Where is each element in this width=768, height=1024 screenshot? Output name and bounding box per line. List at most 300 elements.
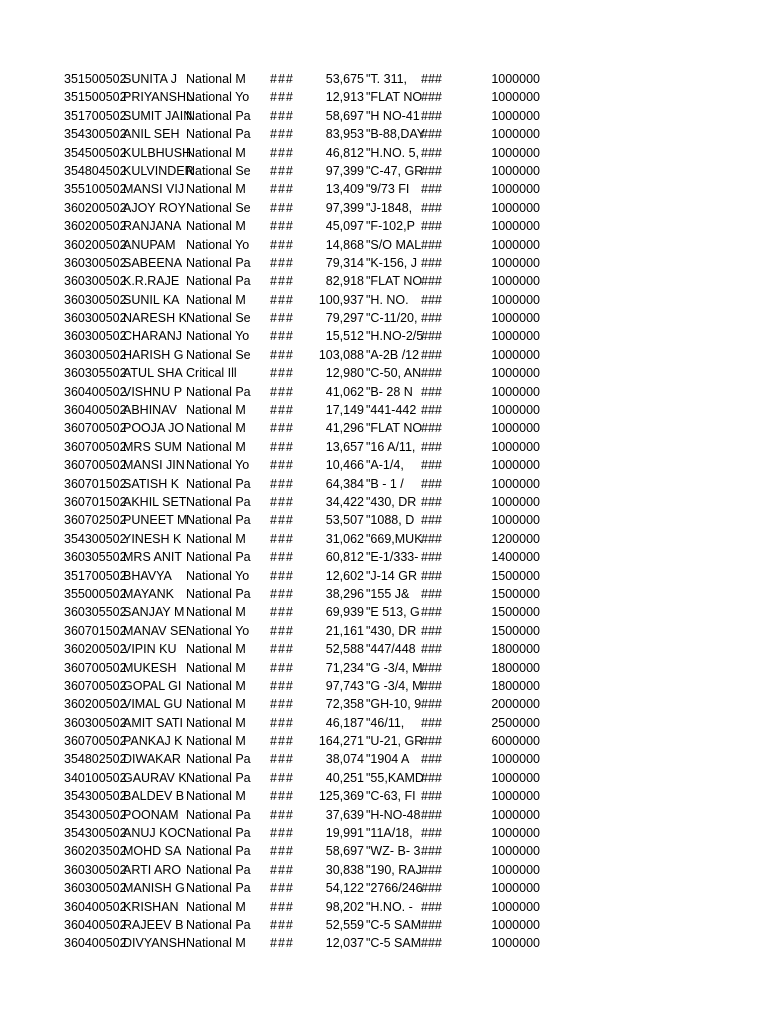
premium-amount-cell[interactable]: 13,409	[325, 182, 364, 197]
sum-insured-cell[interactable]: 1000000	[491, 770, 540, 785]
date-overflow-cell[interactable]: ###	[270, 366, 294, 381]
table-row[interactable]	[0, 401, 768, 419]
plan-name-cell[interactable]: National Pa	[186, 770, 251, 785]
policy-id-cell[interactable]: 360700502	[64, 421, 127, 436]
sum-insured-cell[interactable]: 1500000	[491, 586, 540, 601]
table-row[interactable]	[0, 861, 768, 879]
overflow-cell[interactable]: ###	[421, 807, 442, 822]
premium-amount-cell[interactable]: 40,251	[325, 770, 364, 785]
table-row[interactable]	[0, 677, 768, 695]
customer-name-cell[interactable]: PUNEET M	[123, 513, 188, 528]
plan-name-cell[interactable]: National Pa	[186, 127, 251, 142]
sum-insured-cell[interactable]: 1000000	[491, 476, 540, 491]
table-row[interactable]	[0, 419, 768, 437]
overflow-cell[interactable]: ###	[421, 311, 442, 326]
sum-insured-cell[interactable]: 1000000	[491, 274, 540, 289]
overflow-cell[interactable]: ###	[421, 127, 442, 142]
policy-id-cell[interactable]: 360700502	[64, 660, 127, 675]
date-overflow-cell[interactable]: ###	[270, 605, 294, 620]
sum-insured-cell[interactable]: 1000000	[491, 862, 540, 877]
sum-insured-cell[interactable]: 1000000	[491, 311, 540, 326]
customer-name-cell[interactable]: MRS SUM	[123, 439, 183, 454]
date-overflow-cell[interactable]: ###	[270, 292, 294, 307]
premium-amount-cell[interactable]: 79,297	[325, 311, 364, 326]
date-overflow-cell[interactable]: ###	[270, 163, 294, 178]
overflow-cell[interactable]: ###	[421, 623, 442, 638]
customer-name-cell[interactable]: ANIL SEH	[123, 127, 180, 142]
date-overflow-cell[interactable]: ###	[270, 715, 294, 730]
policy-id-cell[interactable]: 351700502	[64, 108, 127, 123]
premium-amount-cell[interactable]: 21,161	[325, 623, 364, 638]
sum-insured-cell[interactable]: 1000000	[491, 458, 540, 473]
sum-insured-cell[interactable]: 1000000	[491, 917, 540, 932]
date-overflow-cell[interactable]: ###	[270, 789, 294, 804]
table-row[interactable]	[0, 787, 768, 805]
premium-amount-cell[interactable]: 100,937	[318, 292, 364, 307]
sum-insured-cell[interactable]: 1000000	[491, 145, 540, 160]
date-overflow-cell[interactable]: ###	[270, 90, 294, 105]
date-overflow-cell[interactable]: ###	[270, 844, 294, 859]
overflow-cell[interactable]: ###	[421, 366, 442, 381]
sum-insured-cell[interactable]: 1000000	[491, 789, 540, 804]
address-cell[interactable]: "46/11,	[366, 715, 405, 730]
customer-name-cell[interactable]: CHARANJ	[123, 329, 183, 344]
policy-id-cell[interactable]: 360300502	[64, 292, 127, 307]
date-overflow-cell[interactable]: ###	[270, 311, 294, 326]
address-cell[interactable]: "669,MUK	[366, 531, 423, 546]
premium-amount-cell[interactable]: 54,122	[325, 881, 364, 896]
premium-amount-cell[interactable]: 164,271	[318, 734, 364, 749]
date-overflow-cell[interactable]: ###	[270, 770, 294, 785]
premium-amount-cell[interactable]: 15,512	[325, 329, 364, 344]
overflow-cell[interactable]: ###	[421, 347, 442, 362]
customer-name-cell[interactable]: BHAVYA	[123, 568, 172, 583]
table-row[interactable]	[0, 842, 768, 860]
plan-name-cell[interactable]: National M	[186, 531, 246, 546]
overflow-cell[interactable]: ###	[421, 163, 442, 178]
address-cell[interactable]: "2766/246	[366, 881, 423, 896]
plan-name-cell[interactable]: National M	[186, 734, 246, 749]
plan-name-cell[interactable]: National Pa	[186, 752, 251, 767]
address-cell[interactable]: "H. NO.	[366, 292, 409, 307]
policy-id-cell[interactable]: 351700502	[64, 568, 127, 583]
customer-name-cell[interactable]: MOHD SA	[123, 844, 182, 859]
policy-id-cell[interactable]: 351500502	[64, 72, 127, 86]
date-overflow-cell[interactable]: ###	[270, 697, 294, 712]
sum-insured-cell[interactable]: 1000000	[491, 384, 540, 399]
overflow-cell[interactable]: ###	[421, 531, 442, 546]
customer-name-cell[interactable]: SABEENA	[123, 255, 183, 270]
sum-insured-cell[interactable]: 1000000	[491, 421, 540, 436]
policy-id-cell[interactable]: 360702502	[64, 513, 127, 528]
overflow-cell[interactable]: ###	[421, 274, 442, 289]
overflow-cell[interactable]: ###	[421, 219, 442, 234]
address-cell[interactable]: "J-1848,	[366, 200, 413, 215]
customer-name-cell[interactable]: MANSI JIN	[123, 458, 185, 473]
overflow-cell[interactable]: ###	[421, 90, 442, 105]
customer-name-cell[interactable]: ANUJ KOC	[123, 826, 187, 841]
date-overflow-cell[interactable]: ###	[270, 752, 294, 767]
customer-name-cell[interactable]: KRISHAN	[123, 899, 179, 914]
plan-name-cell[interactable]: National M	[186, 403, 246, 418]
customer-name-cell[interactable]: MANISH G	[123, 881, 185, 896]
date-overflow-cell[interactable]: ###	[270, 403, 294, 418]
address-cell[interactable]: "J-14 GR	[366, 568, 417, 583]
table-row[interactable]	[0, 438, 768, 456]
policy-id-cell[interactable]: 351500502	[64, 90, 127, 105]
overflow-cell[interactable]: ###	[421, 145, 442, 160]
premium-amount-cell[interactable]: 12,980	[325, 366, 364, 381]
sum-insured-cell[interactable]: 1200000	[491, 531, 540, 546]
policy-id-cell[interactable]: 360700502	[64, 678, 127, 693]
address-cell[interactable]: "F-102,P	[366, 219, 415, 234]
table-row[interactable]	[0, 291, 768, 309]
premium-amount-cell[interactable]: 13,657	[325, 439, 364, 454]
table-row[interactable]	[0, 695, 768, 713]
sum-insured-cell[interactable]: 1500000	[491, 605, 540, 620]
plan-name-cell[interactable]: National M	[186, 678, 246, 693]
premium-amount-cell[interactable]: 41,062	[325, 384, 364, 399]
table-row[interactable]	[0, 567, 768, 585]
customer-name-cell[interactable]: POOJA JO	[123, 421, 185, 436]
address-cell[interactable]: "C-47, GR	[366, 163, 424, 178]
sum-insured-cell[interactable]: 1000000	[491, 513, 540, 528]
sum-insured-cell[interactable]: 1000000	[491, 329, 540, 344]
policy-id-cell[interactable]: 360701502	[64, 494, 127, 509]
date-overflow-cell[interactable]: ###	[270, 550, 294, 565]
plan-name-cell[interactable]: National M	[186, 899, 246, 914]
plan-name-cell[interactable]: National Pa	[186, 108, 251, 123]
sum-insured-cell[interactable]: 1000000	[491, 182, 540, 197]
plan-name-cell[interactable]: National Pa	[186, 550, 251, 565]
premium-amount-cell[interactable]: 72,358	[325, 697, 364, 712]
overflow-cell[interactable]: ###	[421, 458, 442, 473]
overflow-cell[interactable]: ###	[421, 789, 442, 804]
premium-amount-cell[interactable]: 103,088	[318, 347, 364, 362]
overflow-cell[interactable]: ###	[421, 678, 442, 693]
policy-id-cell[interactable]: 360203502	[64, 844, 127, 859]
date-overflow-cell[interactable]: ###	[270, 476, 294, 491]
sum-insured-cell[interactable]: 1000000	[491, 494, 540, 509]
overflow-cell[interactable]: ###	[421, 697, 442, 712]
overflow-cell[interactable]: ###	[421, 770, 442, 785]
overflow-cell[interactable]: ###	[421, 826, 442, 841]
customer-name-cell[interactable]: KULVINDER	[123, 163, 194, 178]
customer-name-cell[interactable]: AJOY ROY	[123, 200, 186, 215]
policy-id-cell[interactable]: 360200502	[64, 200, 127, 215]
sum-insured-cell[interactable]: 1000000	[491, 366, 540, 381]
sum-insured-cell[interactable]: 1000000	[491, 200, 540, 215]
plan-name-cell[interactable]: Critical Ill	[186, 366, 237, 381]
policy-id-cell[interactable]: 360700502	[64, 458, 127, 473]
premium-amount-cell[interactable]: 58,697	[325, 844, 364, 859]
plan-name-cell[interactable]: National Yo	[186, 329, 250, 344]
overflow-cell[interactable]: ###	[421, 642, 442, 657]
date-overflow-cell[interactable]: ###	[270, 219, 294, 234]
date-overflow-cell[interactable]: ###	[270, 586, 294, 601]
address-cell[interactable]: "11A/18,	[366, 826, 413, 841]
address-cell[interactable]: "A-2B /12	[366, 347, 420, 362]
sum-insured-cell[interactable]: 1000000	[491, 127, 540, 142]
policy-id-cell[interactable]: 360700502	[64, 734, 127, 749]
table-row[interactable]	[0, 107, 768, 125]
policy-id-cell[interactable]: 360701502	[64, 476, 127, 491]
sum-insured-cell[interactable]: 1000000	[491, 108, 540, 123]
premium-amount-cell[interactable]: 79,314	[325, 255, 364, 270]
premium-amount-cell[interactable]: 37,639	[325, 807, 364, 822]
plan-name-cell[interactable]: National Se	[186, 200, 251, 215]
sum-insured-cell[interactable]: 1000000	[491, 403, 540, 418]
address-cell[interactable]: "FLAT NO	[366, 274, 423, 289]
premium-amount-cell[interactable]: 98,202	[325, 899, 364, 914]
policy-id-cell[interactable]: 355000502	[64, 586, 127, 601]
table-row[interactable]	[0, 824, 768, 842]
plan-name-cell[interactable]: National Pa	[186, 586, 251, 601]
overflow-cell[interactable]: ###	[421, 255, 442, 270]
date-overflow-cell[interactable]: ###	[270, 329, 294, 344]
customer-name-cell[interactable]: YINESH K	[123, 531, 182, 546]
address-cell[interactable]: "55,KAMD	[366, 770, 424, 785]
address-cell[interactable]: "E 513, G	[366, 605, 420, 620]
plan-name-cell[interactable]: National Pa	[186, 513, 251, 528]
date-overflow-cell[interactable]: ###	[270, 642, 294, 657]
plan-name-cell[interactable]: National Pa	[186, 274, 251, 289]
sum-insured-cell[interactable]: 1000000	[491, 237, 540, 252]
table-row[interactable]	[0, 162, 768, 180]
address-cell[interactable]: "FLAT NO	[366, 421, 423, 436]
policy-id-cell[interactable]: 360400502	[64, 384, 127, 399]
policy-id-cell[interactable]: 354300502	[64, 127, 127, 142]
customer-name-cell[interactable]: VIMAL GU	[123, 697, 183, 712]
table-row[interactable]	[0, 530, 768, 548]
overflow-cell[interactable]: ###	[421, 568, 442, 583]
sum-insured-cell[interactable]: 1000000	[491, 439, 540, 454]
premium-amount-cell[interactable]: 52,588	[325, 642, 364, 657]
table-row[interactable]	[0, 346, 768, 364]
date-overflow-cell[interactable]: ###	[270, 384, 294, 399]
table-row[interactable]	[0, 916, 768, 934]
customer-name-cell[interactable]: RANJANA	[123, 219, 182, 234]
customer-name-cell[interactable]: SATISH K	[123, 476, 180, 491]
policy-id-cell[interactable]: 360300502	[64, 862, 127, 877]
address-cell[interactable]: "447/448	[366, 642, 416, 657]
address-cell[interactable]: "H.NO-2/5	[366, 329, 424, 344]
overflow-cell[interactable]: ###	[421, 329, 442, 344]
plan-name-cell[interactable]: National M	[186, 145, 246, 160]
premium-amount-cell[interactable]: 30,838	[325, 862, 364, 877]
table-row[interactable]	[0, 714, 768, 732]
premium-amount-cell[interactable]: 46,812	[325, 145, 364, 160]
sum-insured-cell[interactable]: 2000000	[491, 697, 540, 712]
date-overflow-cell[interactable]: ###	[270, 255, 294, 270]
date-overflow-cell[interactable]: ###	[270, 513, 294, 528]
table-row[interactable]	[0, 456, 768, 474]
policy-id-cell[interactable]: 354804502	[64, 163, 127, 178]
address-cell[interactable]: "U-21, GR	[366, 734, 424, 749]
address-cell[interactable]: "430, DR	[366, 494, 417, 509]
date-overflow-cell[interactable]: ###	[270, 421, 294, 436]
address-cell[interactable]: "9/73 FI	[366, 182, 410, 197]
overflow-cell[interactable]: ###	[421, 862, 442, 877]
address-cell[interactable]: "C-5 SAM	[366, 936, 422, 951]
overflow-cell[interactable]: ###	[421, 715, 442, 730]
premium-amount-cell[interactable]: 45,097	[325, 219, 364, 234]
policy-id-cell[interactable]: 354500502	[64, 145, 127, 160]
premium-amount-cell[interactable]: 69,939	[325, 605, 364, 620]
plan-name-cell[interactable]: National M	[186, 936, 246, 951]
table-row[interactable]	[0, 806, 768, 824]
sum-insured-cell[interactable]: 1000000	[491, 936, 540, 951]
customer-name-cell[interactable]: AMIT SATI	[123, 715, 183, 730]
overflow-cell[interactable]: ###	[421, 237, 442, 252]
sum-insured-cell[interactable]: 1000000	[491, 219, 540, 234]
sum-insured-cell[interactable]: 1800000	[491, 660, 540, 675]
policy-id-cell[interactable]: 360200502	[64, 219, 127, 234]
date-overflow-cell[interactable]: ###	[270, 881, 294, 896]
customer-name-cell[interactable]: KULBHUSH	[123, 145, 192, 160]
premium-amount-cell[interactable]: 64,384	[325, 476, 364, 491]
sum-insured-cell[interactable]: 1000000	[491, 292, 540, 307]
plan-name-cell[interactable]: National M	[186, 697, 246, 712]
sum-insured-cell[interactable]: 1000000	[491, 90, 540, 105]
plan-name-cell[interactable]: National Pa	[186, 807, 251, 822]
policy-id-cell[interactable]: 360300502	[64, 274, 127, 289]
plan-name-cell[interactable]: National Pa	[186, 862, 251, 877]
policy-id-cell[interactable]: 360300502	[64, 715, 127, 730]
premium-amount-cell[interactable]: 97,743	[325, 678, 364, 693]
date-overflow-cell[interactable]: ###	[270, 899, 294, 914]
policy-id-cell[interactable]: 354300502	[64, 789, 127, 804]
plan-name-cell[interactable]: National Se	[186, 163, 251, 178]
address-cell[interactable]: "T. 311,	[366, 72, 408, 86]
customer-name-cell[interactable]: SUNITA J	[123, 72, 177, 86]
table-row[interactable]	[0, 70, 768, 88]
overflow-cell[interactable]: ###	[421, 936, 442, 951]
overflow-cell[interactable]: ###	[421, 421, 442, 436]
premium-amount-cell[interactable]: 71,234	[325, 660, 364, 675]
table-row[interactable]	[0, 493, 768, 511]
date-overflow-cell[interactable]: ###	[270, 917, 294, 932]
overflow-cell[interactable]: ###	[421, 917, 442, 932]
table-row[interactable]	[0, 475, 768, 493]
overflow-cell[interactable]: ###	[421, 108, 442, 123]
premium-amount-cell[interactable]: 31,062	[325, 531, 364, 546]
overflow-cell[interactable]: ###	[421, 752, 442, 767]
plan-name-cell[interactable]: National M	[186, 789, 246, 804]
customer-name-cell[interactable]: DIVYANSH	[123, 936, 186, 951]
premium-amount-cell[interactable]: 10,466	[325, 458, 364, 473]
sum-insured-cell[interactable]: 1000000	[491, 347, 540, 362]
overflow-cell[interactable]: ###	[421, 734, 442, 749]
date-overflow-cell[interactable]: ###	[270, 145, 294, 160]
premium-amount-cell[interactable]: 12,037	[325, 936, 364, 951]
policy-id-cell[interactable]: 360300502	[64, 311, 127, 326]
premium-amount-cell[interactable]: 82,918	[325, 274, 364, 289]
customer-name-cell[interactable]: ATUL SHA	[123, 366, 183, 381]
customer-name-cell[interactable]: MRS ANIT	[123, 550, 183, 565]
table-row[interactable]	[0, 879, 768, 897]
plan-name-cell[interactable]: National M	[186, 421, 246, 436]
plan-name-cell[interactable]: National Se	[186, 347, 251, 362]
date-overflow-cell[interactable]: ###	[270, 623, 294, 638]
address-cell[interactable]: "S/O MAL	[366, 237, 422, 252]
customer-name-cell[interactable]: VISHNU P	[123, 384, 183, 399]
table-row[interactable]	[0, 622, 768, 640]
address-cell[interactable]: "FLAT NO	[366, 90, 423, 105]
date-overflow-cell[interactable]: ###	[270, 862, 294, 877]
sum-insured-cell[interactable]: 1400000	[491, 550, 540, 565]
table-row[interactable]	[0, 934, 768, 952]
premium-amount-cell[interactable]: 14,868	[325, 237, 364, 252]
plan-name-cell[interactable]: National M	[186, 219, 246, 234]
table-row[interactable]	[0, 585, 768, 603]
address-cell[interactable]: "16 A/11,	[366, 439, 416, 454]
customer-name-cell[interactable]: NARESH K	[123, 311, 187, 326]
date-overflow-cell[interactable]: ###	[270, 531, 294, 546]
policy-id-cell[interactable]: 340100502	[64, 770, 127, 785]
sum-insured-cell[interactable]: 1000000	[491, 826, 540, 841]
table-row[interactable]	[0, 272, 768, 290]
address-cell[interactable]: "B - 1 /	[366, 476, 404, 491]
plan-name-cell[interactable]: National Pa	[186, 476, 251, 491]
overflow-cell[interactable]: ###	[421, 292, 442, 307]
address-cell[interactable]: "G -3/4, M	[366, 660, 423, 675]
policy-id-cell[interactable]: 360400502	[64, 917, 127, 932]
plan-name-cell[interactable]: National Pa	[186, 494, 251, 509]
plan-name-cell[interactable]: National Yo	[186, 458, 250, 473]
address-cell[interactable]: "C-5 SAM	[366, 917, 422, 932]
premium-amount-cell[interactable]: 125,369	[318, 789, 364, 804]
table-row[interactable]	[0, 383, 768, 401]
customer-name-cell[interactable]: RAJEEV B	[123, 917, 184, 932]
table-row[interactable]	[0, 511, 768, 529]
address-cell[interactable]: "H-NO-48	[366, 807, 421, 822]
policy-id-cell[interactable]: 360200502	[64, 697, 127, 712]
date-overflow-cell[interactable]: ###	[270, 347, 294, 362]
policy-id-cell[interactable]: 360400502	[64, 403, 127, 418]
policy-id-cell[interactable]: 354300502	[64, 826, 127, 841]
overflow-cell[interactable]: ###	[421, 476, 442, 491]
address-cell[interactable]: "H NO-41	[366, 108, 420, 123]
address-cell[interactable]: "GH-10, 9	[366, 697, 422, 712]
date-overflow-cell[interactable]: ###	[270, 72, 294, 86]
address-cell[interactable]: "430, DR	[366, 623, 417, 638]
plan-name-cell[interactable]: National Pa	[186, 881, 251, 896]
plan-name-cell[interactable]: National Pa	[186, 255, 251, 270]
plan-name-cell[interactable]: National M	[186, 660, 246, 675]
table-row[interactable]	[0, 364, 768, 382]
plan-name-cell[interactable]: National M	[186, 182, 246, 197]
premium-amount-cell[interactable]: 41,296	[325, 421, 364, 436]
premium-amount-cell[interactable]: 58,697	[325, 108, 364, 123]
address-cell[interactable]: "1904 A	[366, 752, 410, 767]
date-overflow-cell[interactable]: ###	[270, 127, 294, 142]
premium-amount-cell[interactable]: 38,074	[325, 752, 364, 767]
table-row[interactable]	[0, 125, 768, 143]
date-overflow-cell[interactable]: ###	[270, 734, 294, 749]
customer-name-cell[interactable]: MANAV SE	[123, 623, 187, 638]
policy-id-cell[interactable]: 360300502	[64, 329, 127, 344]
table-row[interactable]	[0, 640, 768, 658]
plan-name-cell[interactable]: National M	[186, 715, 246, 730]
address-cell[interactable]: "155 J&	[366, 586, 410, 601]
policy-id-cell[interactable]: 360200502	[64, 642, 127, 657]
table-row[interactable]	[0, 603, 768, 621]
premium-amount-cell[interactable]: 19,991	[325, 826, 364, 841]
address-cell[interactable]: "WZ- B- 3	[366, 844, 421, 859]
plan-name-cell[interactable]: National M	[186, 642, 246, 657]
customer-name-cell[interactable]: ARTI ARO	[123, 862, 182, 877]
